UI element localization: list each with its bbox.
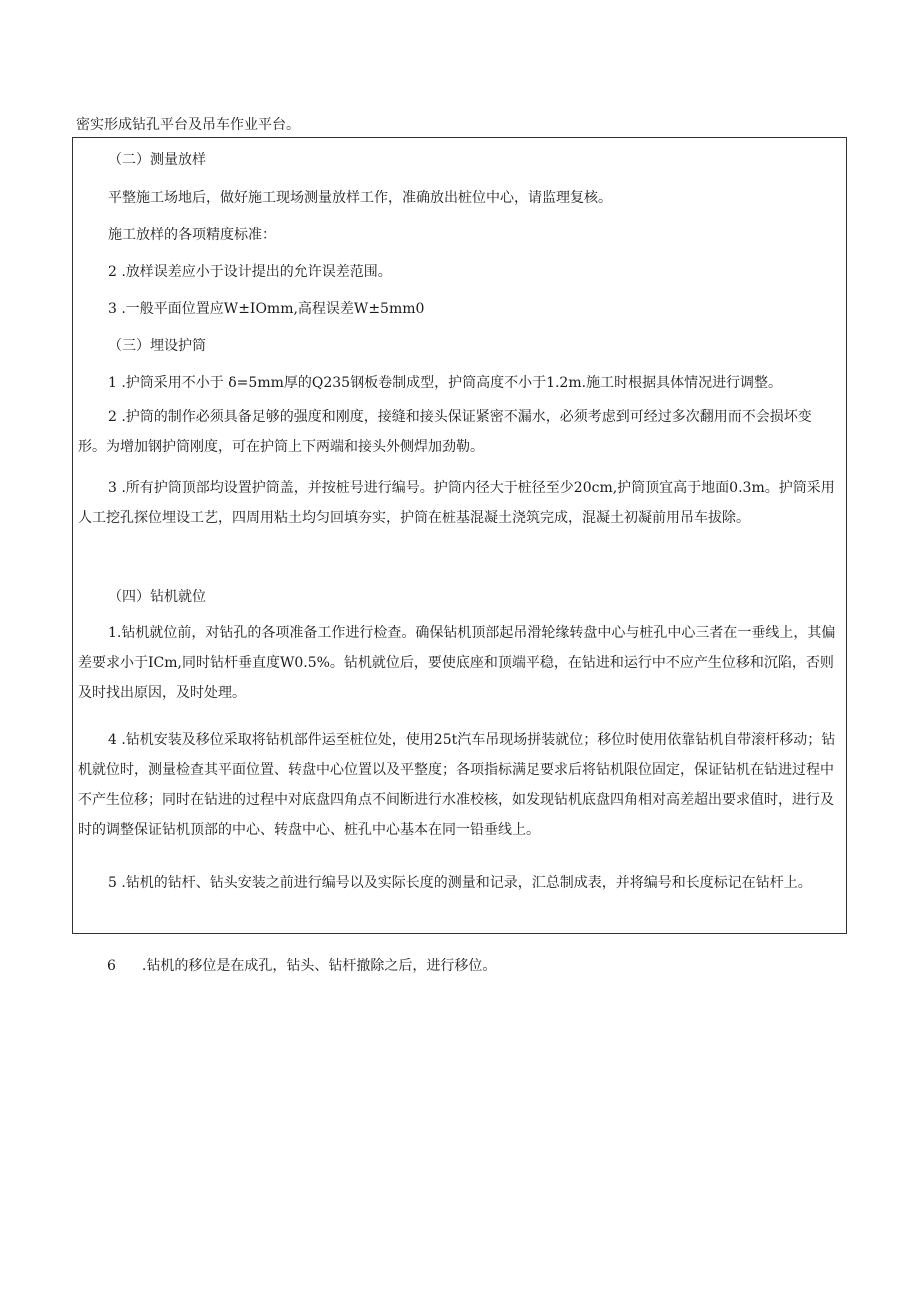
- list-item-casing-1: 1 .护筒采用不小于 δ=5mm厚的Q235钢板卷制成型，护筒高度不小于1.2m.施工时根据具体情况进行调整。: [108, 375, 783, 391]
- paragraph-survey-intro: 平整施工场地后，做好施工现场测量放样工作，准确放出桩位中心，请监理复核。: [108, 190, 612, 206]
- section-heading-survey: （二）测量放样: [108, 152, 206, 168]
- list-item-casing-3: 3 .所有护筒顶部均设置护筒盖，并按桩号进行编号。护筒内径大于桩径至少20cm,护筒顶宜高于地面0.3m。护筒采用人工挖孔探位埋设工艺，四周用粘土均匀回填夯实，护筒在桩基混凝土浇筑完成，混凝土初凝前用吊车拔除。: [78, 480, 835, 526]
- list-item-rig-1: 1.钻机就位前，对钻孔的各项准备工作进行检查。确保钻机顶部起吊滑轮缘转盘中心与桩孔中心三者在一垂线上，其偏差要求小于ICm,同时钻杆垂直度W0.5%。钻机就位后，要使底座和顶端平稳，在钻进和运行中不应产生位移和沉陷，否则及时找出原因，及时处理。: [78, 625, 836, 701]
- content-box: [72, 137, 847, 934]
- list-item-rig-5: 5 .钻机的钻杆、钻头安装之前进行编号以及实际长度的测量和记录，汇总制成表，并将编号和长度标记在钻杆上。: [108, 875, 812, 891]
- list-item-casing-2: 2 .护筒的制作必须具备足够的强度和刚度，接缝和接头保证紧密不漏水，必须考虑到可经过多次翻用而不会损坏变形。为增加钢护筒刚度，可在护筒上下两端和接头外侧焊加劲勒。: [78, 409, 812, 455]
- section-heading-rig: （四）钻机就位: [108, 589, 206, 605]
- list-item-rig-6: [107, 955, 496, 977]
- section-heading-casing: （三）埋设护筒: [108, 338, 206, 354]
- list-item-number: 6: [107, 958, 116, 974]
- list-item-survey-3: 3 .一般平面位置应W±IOmm,高程误差W±5mm0: [108, 301, 425, 317]
- list-item-rig-4: 4 .钻机安装及移位采取将钻机部件运至桩位处，使用25t汽车吊现场拼装就位；移位时使用依靠钻机自带滚杆移动；钻机就位时，测量检查其平面位置、转盘中心位置以及平整度；各项指标满足要求后将钻机限位固定，保证钻机在钻进过程中不产生位移；同时在钻进的过程中对底盘四角点不间断进行水准校核，如发现钻机底盘四角相对高差超出要求值时，进行及时的调整保证钻机顶部的中心、转盘中心、桩孔中心基本在同一铅垂线上。: [78, 732, 836, 838]
- continuation-text: 密实形成钻孔平台及吊车作业平台。: [76, 117, 300, 133]
- list-item-text: .钻机的移位是在成孔，钻头、钻杆撤除之后，进行移位。: [141, 958, 497, 974]
- paragraph-accuracy-standards: 施工放样的各项精度标准：: [108, 227, 276, 243]
- list-item-survey-2: 2 .放样误差应小于设计提出的允许误差范围。: [108, 264, 392, 280]
